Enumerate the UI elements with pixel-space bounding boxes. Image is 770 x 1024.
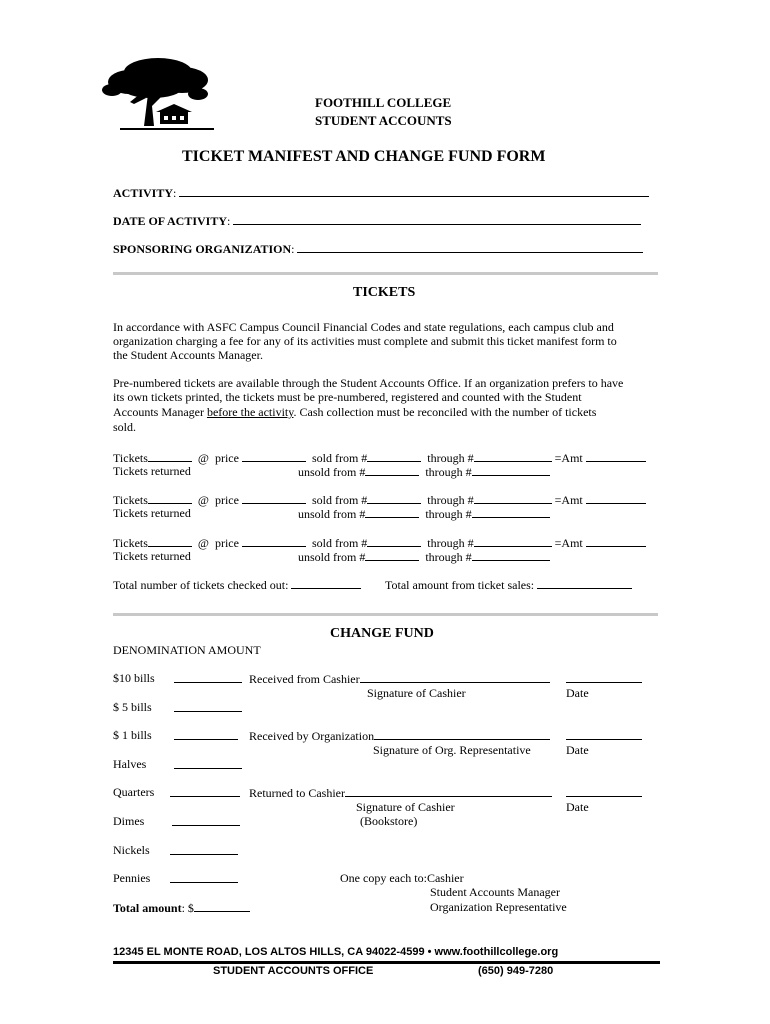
denomination-label: $ 1 bills bbox=[113, 728, 152, 742]
received-from-cashier[interactable]: Received from Cashier bbox=[249, 671, 550, 687]
denomination-amount-field[interactable] bbox=[174, 728, 238, 740]
denomination-amount-field[interactable] bbox=[174, 700, 242, 712]
activity-field[interactable]: ACTIVITY: bbox=[113, 185, 649, 201]
total-checked-out: Total number of tickets checked out: bbox=[113, 577, 361, 593]
total-amount: Total amount: $ bbox=[113, 900, 250, 916]
copy-to-label: One copy each to:Cashier bbox=[340, 871, 464, 885]
denomination-label: Dimes bbox=[113, 814, 145, 828]
denomination-label: Halves bbox=[113, 757, 147, 771]
unsold-row[interactable]: unsold from # through # bbox=[298, 549, 550, 565]
footer-address: 12345 EL MONTE ROAD, LOS ALTOS HILLS, CA 94022-4599 • www.foothillcollege.org bbox=[113, 946, 559, 958]
denomination-amount-field[interactable] bbox=[172, 814, 240, 826]
bookstore-label: (Bookstore) bbox=[360, 814, 418, 828]
signature-cashier-label: Signature of Cashier bbox=[356, 800, 455, 814]
para1-line2: organization charging a fee for any of its activities must complete and submit this ticket manifest form to bbox=[113, 334, 617, 348]
divider bbox=[113, 272, 658, 275]
org-field[interactable]: SPONSORING ORGANIZATION: bbox=[113, 241, 643, 257]
ticket-returned-label: Tickets returned bbox=[113, 506, 191, 520]
received-by-org[interactable]: Received by Organization bbox=[249, 728, 550, 744]
para2-line1: Pre-numbered tickets are available through the Student Accounts Office. If an organization prefers to have bbox=[113, 376, 624, 390]
date-label: Date bbox=[566, 800, 589, 814]
denomination-amount-field[interactable] bbox=[170, 785, 240, 797]
date-label: DATE OF ACTIVITY bbox=[113, 214, 228, 228]
denomination-label: $ 5 bills bbox=[113, 700, 152, 714]
unsold-row[interactable]: unsold from # through # bbox=[298, 506, 550, 522]
copy-recipient: Organization Representative bbox=[430, 900, 567, 914]
date-line[interactable] bbox=[566, 671, 642, 683]
denomination-amount-field[interactable] bbox=[174, 757, 242, 769]
date-label: Date bbox=[566, 743, 589, 757]
footer-rule bbox=[113, 961, 660, 964]
ticket-row[interactable]: Tickets @ price sold from # through # =Amt bbox=[113, 450, 646, 466]
ticket-returned-label: Tickets returned bbox=[113, 549, 191, 563]
para2-line3: Accounts Manager before the activity. Cash collection must be reconciled with the number of tickets bbox=[113, 405, 597, 419]
change-fund-heading: CHANGE FUND bbox=[330, 626, 434, 641]
para2-line4: sold. bbox=[113, 420, 137, 434]
copy-recipient: Student Accounts Manager bbox=[430, 885, 560, 899]
oak-tree-icon bbox=[100, 50, 218, 134]
college-name: FOOTHILL COLLEGE bbox=[315, 95, 452, 110]
footer-office: STUDENT ACCOUNTS OFFICE bbox=[213, 965, 374, 977]
denomination-label: Nickels bbox=[113, 843, 150, 857]
date-line[interactable] bbox=[566, 785, 642, 797]
activity-label: ACTIVITY bbox=[113, 186, 174, 200]
ticket-row[interactable]: Tickets @ price sold from # through # =Amt bbox=[113, 535, 646, 551]
footer-phone: (650) 949-7280 bbox=[478, 965, 554, 977]
signature-cashier-label: Signature of Cashier bbox=[367, 686, 466, 700]
date-field[interactable]: DATE OF ACTIVITY: bbox=[113, 213, 641, 229]
para1-line1: In accordance with ASFC Campus Council Financial Codes and state regulations, each campus club and bbox=[113, 320, 614, 334]
denomination-label: $10 bills bbox=[113, 671, 155, 685]
form-title: TICKET MANIFEST AND CHANGE FUND FORM bbox=[182, 148, 546, 165]
tickets-heading: TICKETS bbox=[353, 285, 416, 300]
date-label: Date bbox=[566, 686, 589, 700]
total-sales: Total amount from ticket sales: bbox=[385, 577, 632, 593]
para1-line3: the Student Accounts Manager. bbox=[113, 348, 263, 362]
para2-line2: its own tickets printed, the tickets must be pre-numbered, registered and counted with the Student bbox=[113, 390, 582, 404]
ticket-row[interactable]: Tickets @ price sold from # through # =Amt bbox=[113, 492, 646, 508]
org-label: SPONSORING ORGANIZATION bbox=[113, 242, 292, 256]
signature-org-label: Signature of Org. Representative bbox=[373, 743, 531, 757]
denomination-label: Quarters bbox=[113, 785, 155, 799]
denomination-amount-field[interactable] bbox=[174, 671, 242, 683]
unsold-row[interactable]: unsold from # through # bbox=[298, 464, 550, 480]
divider bbox=[113, 613, 658, 616]
ticket-returned-label: Tickets returned bbox=[113, 464, 191, 478]
returned-to-cashier[interactable]: Returned to Cashier bbox=[249, 785, 552, 801]
denomination-amount-field[interactable] bbox=[170, 843, 238, 855]
denomination-header: DENOMINATION AMOUNT bbox=[113, 643, 261, 657]
date-line[interactable] bbox=[566, 728, 642, 740]
department-name: STUDENT ACCOUNTS bbox=[315, 113, 452, 128]
denomination-amount-field[interactable] bbox=[170, 871, 238, 883]
denomination-label: Pennies bbox=[113, 871, 151, 885]
